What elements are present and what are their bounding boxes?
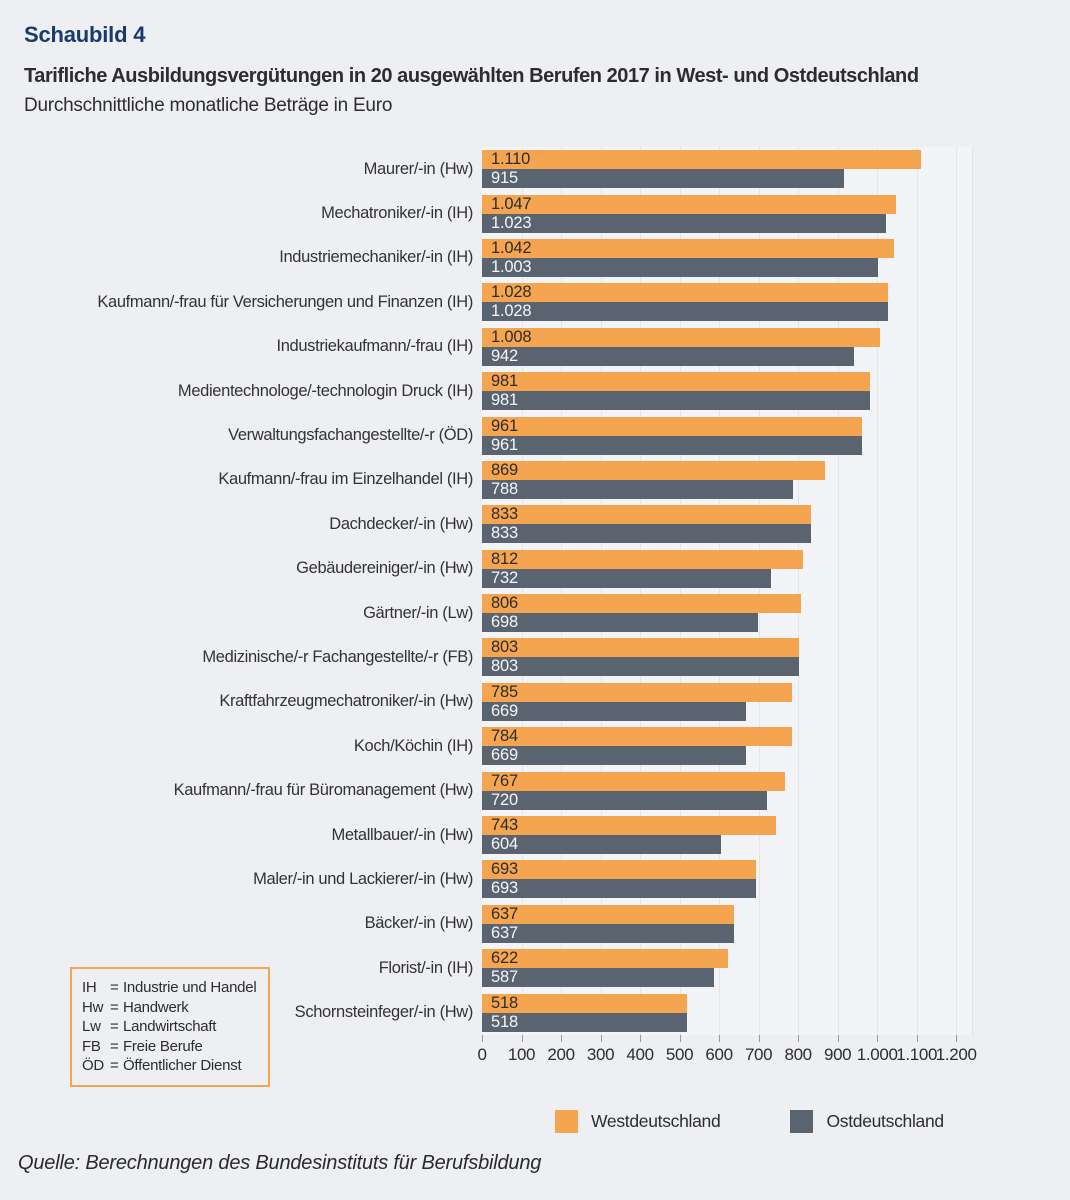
chart-row	[0, 857, 972, 901]
bar-west	[482, 150, 921, 169]
bar-value-label: 669	[491, 701, 518, 720]
bar-ost	[482, 347, 854, 366]
bar-value-label: 604	[491, 835, 518, 854]
category-label: Metallbauer/-in (Hw)	[331, 825, 473, 844]
axis-tick-label: 900	[823, 1045, 852, 1064]
chart-row	[0, 724, 972, 768]
axis-tick	[640, 1035, 641, 1042]
abbrev-equals: =	[110, 998, 119, 1016]
axis-tick-label: 1.100	[896, 1045, 938, 1064]
axis-tick	[917, 1035, 918, 1042]
category-label: Dachdecker/-in (Hw)	[329, 514, 473, 533]
bar-pair	[482, 683, 972, 721]
chart-row	[0, 680, 972, 724]
axis-tick-label: 1.200	[935, 1045, 977, 1064]
bar-value-label: 1.008	[491, 327, 532, 346]
bar-ost	[482, 702, 746, 721]
category-label: Kaufmann/-frau für Büromanagement (Hw)	[173, 781, 473, 800]
bar-pair	[482, 550, 972, 588]
axis-tick-label: 200	[547, 1045, 575, 1064]
bar-ost	[482, 480, 793, 499]
bar-value-label: 803	[491, 638, 518, 657]
chart-row	[0, 547, 972, 591]
abbrev-label: Öffentlicher Dienst	[123, 1057, 242, 1074]
axis-tick	[759, 1035, 760, 1042]
chart-row	[0, 635, 972, 679]
bar-value-label: 587	[491, 968, 518, 987]
category-label: Medientechnologe/-technologin Druck (IH)	[177, 381, 473, 400]
bar-pair	[482, 905, 972, 943]
bar-ost	[482, 613, 758, 632]
category-label: Kraftfahrzeugmechatroniker/-in (Hw)	[219, 692, 473, 711]
category-label: Florist/-in (IH)	[378, 958, 473, 977]
bar-west	[482, 461, 825, 480]
category-label: Bäcker/-in (Hw)	[364, 914, 473, 933]
figure-subtitle: Durchschnittliche monatliche Beträge in Euro	[24, 95, 393, 116]
source-note: Quelle: Berechnungen des Bundesinstituts für Berufsbildung	[18, 1152, 542, 1174]
chart-row	[0, 813, 972, 857]
bar-pair	[482, 283, 972, 321]
category-label: Industriekaufmann/-frau (IH)	[276, 337, 473, 356]
abbrev-key: Hw	[82, 998, 104, 1016]
abbrev-key: Lw	[82, 1018, 101, 1035]
abbrev-equals: =	[110, 1057, 119, 1074]
chart-row	[0, 591, 972, 635]
chart-row	[0, 458, 972, 502]
chart-row	[0, 902, 972, 946]
bar-pair	[482, 505, 972, 543]
bar-ost	[482, 569, 771, 588]
bar-ost	[482, 879, 756, 898]
bar-pair	[482, 461, 972, 499]
bar-ost	[482, 214, 886, 233]
bar-value-label: 518	[491, 1012, 518, 1031]
bar-value-label: 981	[491, 391, 518, 410]
bar-value-label: 961	[491, 435, 518, 454]
axis-tick-label: 400	[626, 1045, 654, 1064]
chart-row	[0, 369, 972, 413]
bar-west	[482, 772, 785, 791]
category-label: Kaufmann/-frau für Versicherungen und Finanzen (IH)	[97, 292, 473, 311]
bar-west	[482, 949, 728, 968]
bar-value-label: 869	[491, 460, 518, 479]
bar-value-label: 698	[491, 613, 518, 632]
bar-value-label: 1.047	[491, 194, 532, 213]
category-label: Medizinische/-r Fachangestellte/-r (FB)	[202, 647, 473, 666]
bar-value-label: 693	[491, 879, 518, 898]
axis-tick	[838, 1035, 839, 1042]
bar-ost	[482, 657, 799, 676]
bar-ost	[482, 835, 721, 854]
abbreviation-row	[82, 1056, 258, 1076]
bar-value-label: 803	[491, 657, 518, 676]
bar-pair	[482, 727, 972, 765]
axis-tick-label: 0	[477, 1045, 487, 1064]
bar-ost	[482, 524, 811, 543]
bar-west	[482, 905, 734, 924]
axis-tick	[956, 1035, 957, 1042]
bar-pair	[482, 150, 972, 188]
bar-ost	[482, 391, 870, 410]
bar-value-label: 637	[491, 923, 518, 942]
axis-tick-label: 500	[665, 1045, 694, 1064]
bar-west	[482, 239, 894, 258]
axis-tick	[601, 1035, 602, 1042]
bar-pair	[482, 239, 972, 277]
bar-pair	[482, 949, 972, 987]
bar-ost	[482, 968, 714, 987]
bar-value-label: 720	[491, 790, 518, 809]
bar-ost	[482, 924, 734, 943]
bar-value-label: 833	[491, 505, 518, 524]
abbreviation-row	[82, 1037, 258, 1057]
abbrev-equals: =	[110, 1037, 119, 1055]
axis-tick	[561, 1035, 562, 1042]
bar-value-label: 915	[491, 169, 518, 188]
bar-value-label: 518	[491, 993, 518, 1012]
category-label: Kaufmann/-frau im Einzelhandel (IH)	[218, 470, 473, 489]
bar-ost	[482, 302, 888, 321]
chart-row	[0, 768, 972, 812]
bar-west	[482, 638, 799, 657]
bar-west	[482, 505, 811, 524]
category-label: Verwaltungsfachangestellte/-r (ÖD)	[228, 426, 473, 445]
abbrev-equals: =	[110, 1018, 119, 1035]
bar-value-label: 1.028	[491, 302, 532, 321]
bar-chart	[0, 147, 1070, 1069]
category-label: Maler/-in und Lackierer/-in (Hw)	[253, 869, 473, 888]
bar-ost	[482, 169, 844, 188]
bar-value-label: 1.028	[491, 283, 532, 302]
bar-value-label: 784	[491, 727, 518, 746]
abbrev-label: Freie Berufe	[123, 1037, 203, 1055]
abbrev-label: Industrie und Handel	[123, 979, 257, 996]
bar-pair	[482, 372, 972, 410]
axis-tick-label: 800	[784, 1045, 812, 1064]
chart-rows	[0, 147, 972, 1035]
bar-ost	[482, 436, 862, 455]
bar-west	[482, 550, 803, 569]
abbreviation-legend-box	[70, 967, 270, 1087]
bar-value-label: 981	[491, 372, 518, 391]
bar-west	[482, 372, 870, 391]
bar-pair	[482, 195, 972, 233]
axis-tick-label: 1.000	[856, 1045, 898, 1064]
bar-ost	[482, 746, 746, 765]
axis-tick	[877, 1035, 878, 1042]
bar-west	[482, 195, 896, 214]
bar-pair	[482, 994, 972, 1032]
bar-value-label: 622	[491, 949, 518, 968]
chart-row	[0, 502, 972, 546]
bar-value-label: 785	[491, 682, 518, 701]
bar-pair	[482, 772, 972, 810]
west-color-swatch	[555, 1110, 578, 1133]
bar-west	[482, 727, 792, 746]
bar-west	[482, 417, 862, 436]
category-label: Maurer/-in (Hw)	[363, 159, 473, 178]
bar-value-label: 732	[491, 568, 518, 587]
bar-value-label: 1.003	[491, 257, 532, 276]
chart-row	[0, 325, 972, 369]
legend-label-ost: Ostdeutschland	[826, 1111, 944, 1131]
category-label: Mechatroniker/-in (IH)	[321, 204, 473, 223]
abbrev-label: Handwerk	[123, 998, 189, 1016]
bar-value-label: 806	[491, 594, 518, 613]
abbrev-key: ÖD	[82, 1057, 104, 1074]
bar-value-label: 1.042	[491, 238, 532, 257]
figure-title: Tarifliche Ausbildungsvergütungen in 20 ausgewählten Berufen 2017 in West- und Ostdeutschland	[24, 65, 919, 87]
bar-west	[482, 816, 776, 835]
bar-value-label: 637	[491, 904, 518, 923]
category-label: Industriemechaniker/-in (IH)	[279, 248, 473, 267]
bar-value-label: 669	[491, 746, 518, 765]
chart-row	[0, 147, 972, 191]
bar-west	[482, 594, 801, 613]
legend-item-ostdeutschland	[790, 1110, 943, 1133]
axis-tick	[719, 1035, 720, 1042]
chart-row	[0, 280, 972, 324]
axis-tick	[482, 1035, 483, 1042]
abbrev-equals: =	[110, 979, 119, 996]
bar-value-label: 1.023	[491, 213, 532, 232]
bar-value-label: 693	[491, 860, 518, 879]
bar-west	[482, 683, 792, 702]
bar-pair	[482, 594, 972, 632]
legend-label-west: Westdeutschland	[591, 1111, 721, 1131]
bar-pair	[482, 860, 972, 898]
axis-tick	[522, 1035, 523, 1042]
bar-value-label: 1.110	[491, 150, 531, 169]
bar-value-label: 788	[491, 479, 518, 498]
abbrev-label: Landwirtschaft	[123, 1018, 217, 1035]
axis-tick-label: 100	[507, 1045, 536, 1064]
axis-tick	[798, 1035, 799, 1042]
bar-pair	[482, 816, 972, 854]
legend-item-westdeutschland	[555, 1110, 720, 1133]
bar-value-label: 743	[491, 816, 518, 835]
abbreviation-row	[82, 1017, 258, 1037]
axis-tick	[680, 1035, 681, 1042]
bar-pair	[482, 638, 972, 676]
chart-row	[0, 236, 972, 280]
bar-pair	[482, 417, 972, 455]
figure-header	[0, 0, 1070, 117]
bar-west	[482, 283, 888, 302]
bar-west	[482, 994, 687, 1013]
category-label: Koch/Köchin (IH)	[353, 736, 473, 755]
bar-west	[482, 860, 756, 879]
category-label: Gebäudereiniger/-in (Hw)	[296, 559, 473, 578]
chart-row	[0, 413, 972, 457]
abbreviation-row	[82, 998, 258, 1018]
category-label: Schornsteinfeger/-in (Hw)	[294, 1003, 473, 1022]
ost-color-swatch	[790, 1110, 813, 1133]
bar-value-label: 961	[491, 416, 518, 435]
bar-value-label: 833	[491, 524, 518, 543]
axis-tick-label: 700	[744, 1045, 773, 1064]
abbrev-key: FB	[82, 1037, 101, 1055]
bar-value-label: 812	[491, 549, 518, 568]
bar-ost	[482, 258, 878, 277]
axis-tick-label: 300	[586, 1045, 615, 1064]
abbreviation-row	[82, 978, 258, 998]
series-legend	[555, 1110, 944, 1133]
figure-number: Schaubild 4	[24, 22, 146, 47]
bar-value-label: 767	[491, 771, 518, 790]
bar-west	[482, 328, 880, 347]
bar-pair	[482, 328, 972, 366]
bar-ost	[482, 791, 767, 810]
axis-tick-label: 600	[705, 1045, 733, 1064]
category-label: Gärtner/-in (Lw)	[363, 603, 473, 622]
chart-row	[0, 191, 972, 235]
bar-ost	[482, 1013, 687, 1032]
abbrev-key: IH	[82, 979, 97, 996]
bar-value-label: 942	[491, 346, 518, 365]
x-axis	[477, 1035, 977, 1069]
